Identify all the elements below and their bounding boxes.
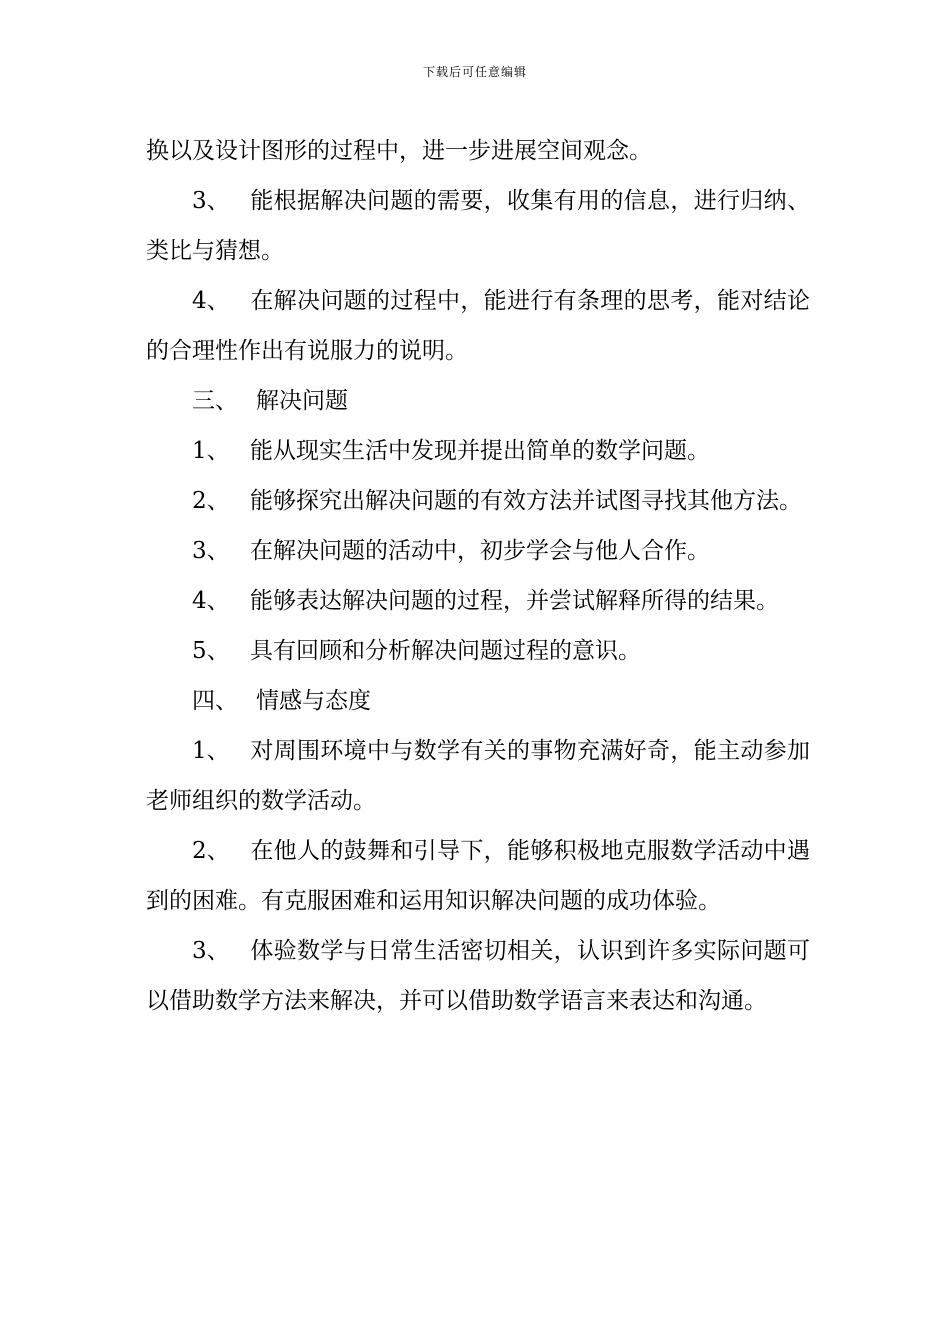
paragraph-text: 能从现实生活中发现并提出简单的数学问题。 [250, 438, 710, 464]
paragraph-item [146, 476, 810, 526]
paragraph-text: 对周围环境中与数学有关的事物充满好奇，能主动参加老师组织的数学活动。 [146, 738, 810, 814]
paragraph-text: 在他人的鼓舞和引导下，能够积极地克服数学活动中遇到的困难。有克服困难和运用知识解决问题的成功体验。 [146, 838, 810, 914]
item-number: 2、 [192, 488, 230, 514]
item-number: 5、 [192, 638, 230, 664]
page-header: 下载后可任意编辑 [422, 65, 527, 79]
section-heading [146, 376, 810, 426]
paragraph-item [146, 926, 810, 1026]
item-number: 2、 [192, 838, 230, 864]
item-number: 3、 [192, 538, 230, 564]
section-number: 三、 [192, 388, 238, 414]
paragraph-item [146, 176, 810, 276]
paragraph-text: 具有回顾和分析解决问题过程的意识。 [250, 638, 641, 664]
paragraph-item [146, 826, 810, 926]
item-number: 1、 [192, 738, 230, 764]
paragraph-item [146, 526, 810, 576]
paragraph-text: 能够探究出解决问题的有效方法并试图寻找其他方法。 [250, 488, 802, 514]
paragraph-item [146, 276, 810, 376]
document-body [146, 126, 810, 1026]
paragraph-text: 在解决问题的活动中，初步学会与他人合作。 [250, 538, 710, 564]
paragraph-text: 在解决问题的过程中，能进行有条理的思考，能对结论的合理性作出有说服力的说明。 [146, 288, 810, 364]
paragraph-text: 体验数学与日常生活密切相关，认识到许多实际问题可以借助数学方法来解决，并可以借助数学语言来表达和沟通。 [146, 938, 810, 1014]
paragraph-item [146, 726, 810, 826]
paragraph-text: 能够表达解决问题的过程，并尝试解释所得的结果。 [250, 588, 779, 614]
item-number: 1、 [192, 438, 230, 464]
paragraph-item [146, 626, 810, 676]
item-number: 4、 [192, 288, 230, 314]
section-title: 解决问题 [256, 388, 348, 414]
item-number: 3、 [192, 188, 230, 214]
paragraph-item [146, 426, 810, 476]
section-heading [146, 676, 810, 726]
item-number: 3、 [192, 938, 230, 964]
item-number: 4、 [192, 588, 230, 614]
paragraph-text: 换以及设计图形的过程中，进一步进展空间观念。 [146, 138, 652, 164]
paragraph-text: 能根据解决问题的需要，收集有用的信息，进行归纳、类比与猜想。 [146, 188, 810, 264]
paragraph-continuation [146, 126, 810, 176]
paragraph-item [146, 576, 810, 626]
section-number: 四、 [192, 688, 238, 714]
section-title: 情感与态度 [256, 688, 371, 714]
